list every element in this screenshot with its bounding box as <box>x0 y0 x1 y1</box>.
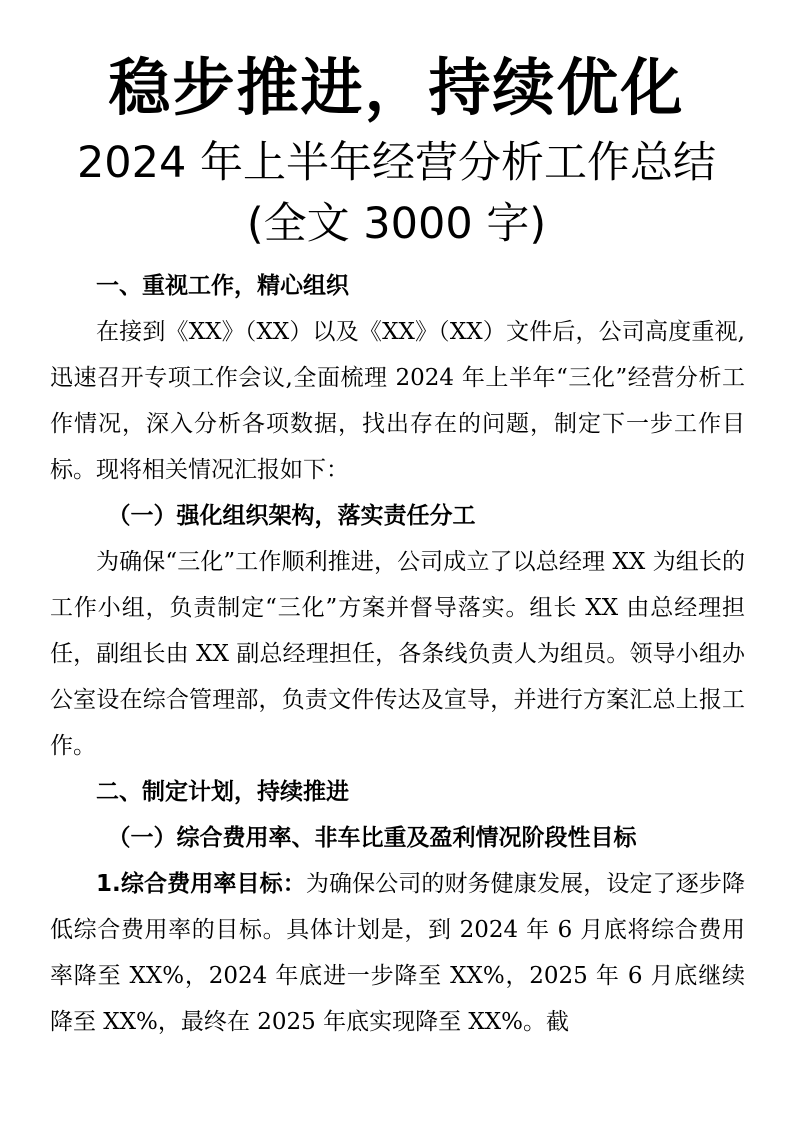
paragraph-3-text: 为确保公司的财务健康发展，设定了逐步降低综合费用率的目标。具体计划是，到 2024 年 6 月底将综合费用率降至 XX%，2024 年底进一步降至 XX%，2025 年 6 月底继续降至 XX%，最终在 2025 年底实现降至 XX%。截 <box>50 871 745 1035</box>
subsection-heading-2-1: （一）综合费用率、非车比重及盈利情况阶段性目标 <box>107 825 637 851</box>
paragraph-1: 在接到《XX》（XX）以及《XX》（XX）文件后，公司高度重视,迅速召开专项工作会议,全面梳理 2024 年上半年“三化”经营分析工作情况，深入分析各项数据，找出存在的问题，制定下一步工作目标。现将相关情况汇报如下： <box>50 319 745 483</box>
section-heading-2: 二、制定计划，持续推进 <box>96 779 349 805</box>
paragraph-3 <box>50 861 745 1045</box>
document-subtitle: 2024 年上半年经营分析工作总结 <box>76 138 717 188</box>
subsection-heading-1-1: （一）强化组织架构，落实责任分工 <box>107 503 476 529</box>
section-heading-1: 一、重视工作，精心组织 <box>96 273 349 299</box>
paragraph-2: 为确保“三化”工作顺利推进，公司成立了以总经理 XX 为组长的工作小组，负责制定“三化”方案并督导落实。组长 XX 由总经理担任，副组长由 XX 副总经理担任，各条线负责人为组员。领导小组办公室设在综合管理部，负责文件传达及宣导，并进行方案汇总上报工作。 <box>50 549 745 759</box>
document-body <box>50 263 745 1045</box>
document-word-count: (全文 3000 字) <box>246 199 547 249</box>
paragraph-3-lead: 1.综合费用率目标： <box>96 871 306 897</box>
document-title: 稳步推进，持续优化 <box>108 51 685 124</box>
